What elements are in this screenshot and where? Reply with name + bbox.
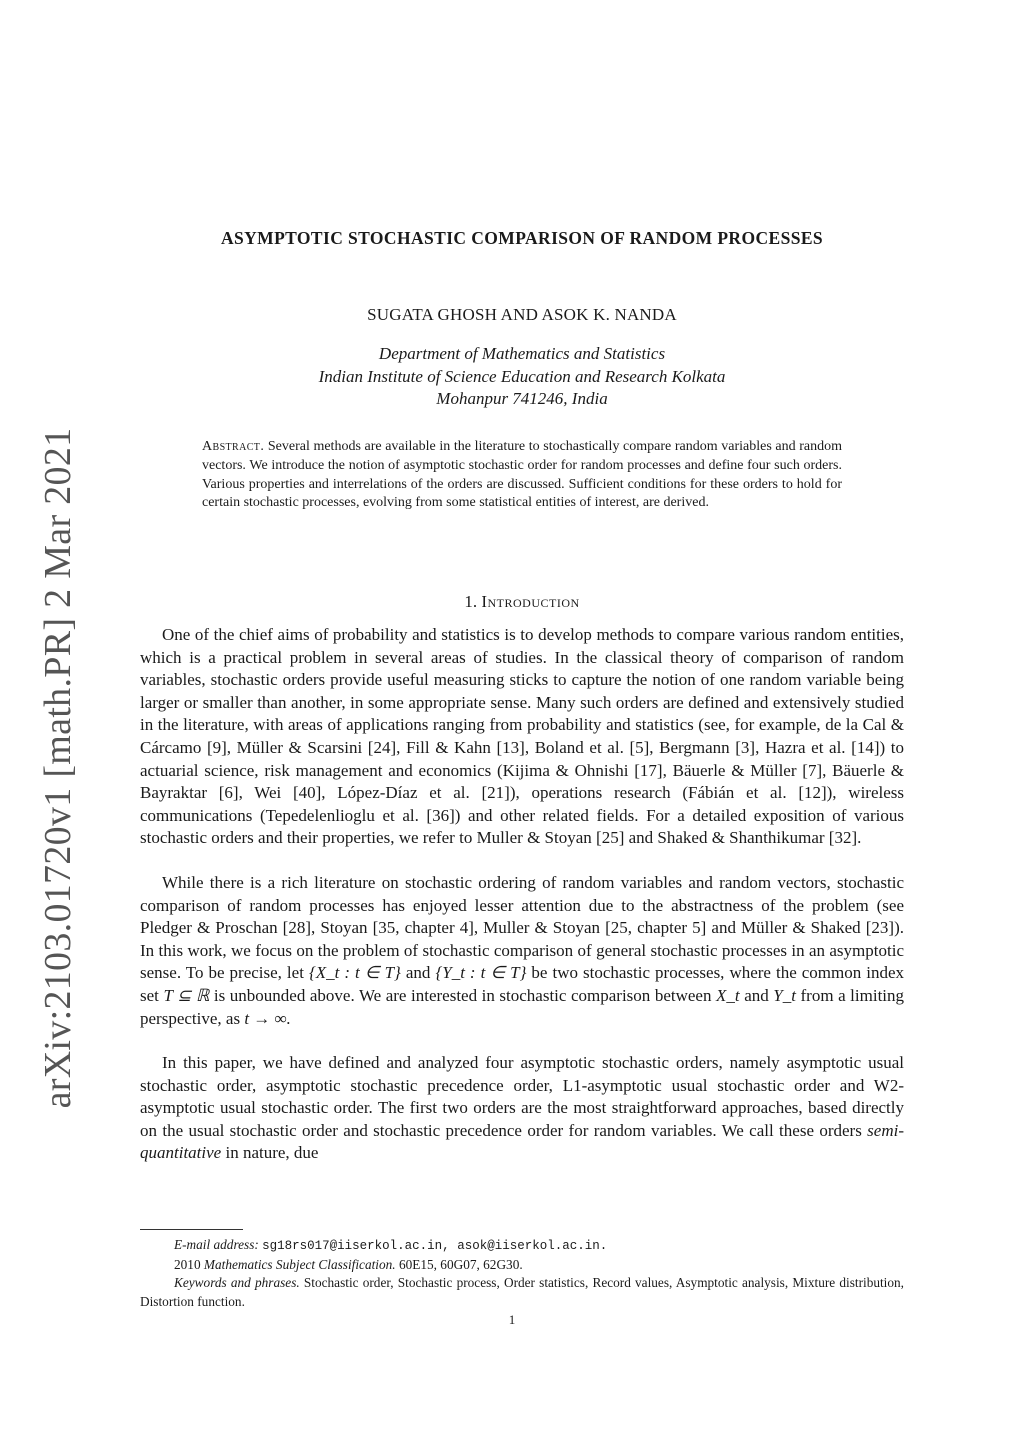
abstract <box>202 438 842 513</box>
body-text <box>140 624 904 1187</box>
section-heading <box>140 592 904 612</box>
paragraph-2-text: While there is a rich literature on stochastic ordering of random variables and random vectors, stochastic comparison of random processes has enjoyed lesser attention due to the abstractness of the problem (see Pledger & Proschan [28], Stoyan [35, chapter 4], Muller & Stoyan [25, chapter 5] and Müller & Shaked [23]). In this work, we focus on the problem of stochastic comparison of general stochastic processes in an asymptotic sense. To be precise, let <box>140 872 904 983</box>
footnotes <box>140 1236 904 1311</box>
paragraph-3 <box>140 1052 904 1165</box>
page-number: 1 <box>508 1312 516 1327</box>
arxiv-identifier-stamp: arXiv:2103.01720v1 [math.PR] 2 Mar 2021 <box>37 427 79 1109</box>
math-index-set: T ⊆ ℝ <box>163 985 210 1005</box>
footnote-divider <box>140 1229 243 1230</box>
paragraph-3-text: in nature, due <box>225 1143 319 1163</box>
paragraph-2 <box>140 872 904 1030</box>
author-list: SUGATA GHOSH AND ASOK K. NANDA <box>367 305 677 324</box>
math-process-x: {X_t : t ∈ T} <box>308 963 401 983</box>
math-limit: t → ∞. <box>244 1008 291 1028</box>
affiliation-department: Department of Mathematics and Statistics <box>378 344 666 363</box>
msc-codes: 60E15, 60G07, 62G30. <box>398 1256 523 1272</box>
keywords-list: Stochastic order, Stochastic process, Order statistics, Record values, Asymptotic analysis, Mixture distribution, Distortion function. <box>140 1275 904 1309</box>
paragraph-2-text: from a limiting perspective, as <box>140 985 905 1028</box>
footnote-email <box>140 1236 904 1256</box>
paper-title: ASYMPTOTIC STOCHASTIC COMPARISON OF RANDOM PROCESSES <box>220 228 824 248</box>
section-title: Introduction <box>481 592 580 611</box>
email-addresses[interactable]: sg18rs017@iiserkol.ac.in, asok@iiserkol.ac.in. <box>262 1239 608 1253</box>
paragraph-2-text: be two stochastic processes, where the common index set <box>140 963 905 1005</box>
paragraph-2-text: and <box>405 963 431 983</box>
msc-year: 2010 <box>174 1256 201 1272</box>
emphasis-term: semi-quantitative <box>140 1120 904 1163</box>
keywords-label: Keywords and phrases. <box>174 1275 300 1290</box>
affiliation-block <box>120 343 924 411</box>
paragraph-2-text: and <box>744 985 769 1005</box>
section-number: 1. <box>464 592 478 611</box>
math-xt: X_t <box>716 985 740 1005</box>
footnote-msc <box>140 1256 904 1275</box>
paragraph-1: One of the chief aims of probability and statistics is to develop methods to compare various random entities, which is a practical problem in several areas of studies. In the classical theory of comparison of random variables, stochastic orders provide useful measuring sticks to capture the notion of one random variable being larger or smaller than another, in some appropriate sense. Many such orders are defined and extensively studied in the literature, with areas of applications ranging from probability and statistics (see, for example, de la Cal & Cárcamo [9], Müller & Scarsini [24], Fill & Kahn [13], Boland et al. [5], Bergmann [3], Hazra et al. [14]) to actuarial science, risk management and economics (Kijima & Ohnishi [17], Bäuerle & Müller [7], Bäuerle & Bayraktar [6], Wei [40], López-Díaz et al. [21]), operations research (Fábián et al. [12]), wireless communications (Tepedelenlioglu et al. [36]) and other related fields. For a detailed exposition of various stochastic orders and their properties, we refer to Muller & Stoyan [25] and Shaked & Shanthikumar [32]. <box>140 625 904 848</box>
math-process-y: {Y_t : t ∈ T} <box>435 963 527 983</box>
abstract-heading: Abstract. <box>202 439 265 454</box>
paragraph-3-text: In this paper, we have defined and analyzed four asymptotic stochastic orders, namely asymptotic usual stochastic order, asymptotic stochastic precedence order, L1-asymptotic usual stochastic order and W2-asymptotic usual stochastic order. The first two orders are the most straightforward approaches, based directly on the usual stochastic order and stochastic precedence order for random variables. We call these orders <box>140 1053 904 1140</box>
math-yt: Y_t <box>773 985 796 1005</box>
paragraph-2-text: is unbounded above. We are interested in stochastic comparison between <box>213 985 712 1005</box>
affiliation-address: Mohanpur 741246, India <box>436 389 608 408</box>
affiliation-institute: Indian Institute of Science Education and Research Kolkata <box>318 366 726 386</box>
footnote-keywords <box>140 1274 904 1311</box>
msc-label: Mathematics Subject Classification. <box>203 1256 396 1272</box>
email-label: E-mail address: <box>174 1237 259 1252</box>
abstract-text: Several methods are available in the literature to stochastically compare random variables and random vectors. We introduce the notion of asymptotic stochastic order for random processes and define four such orders. Various properties and interrelations of the orders are discussed. Sufficient conditions for these orders to hold for certain stochastic processes, evolving from some statistical entities of interest, are derived. <box>202 439 842 511</box>
